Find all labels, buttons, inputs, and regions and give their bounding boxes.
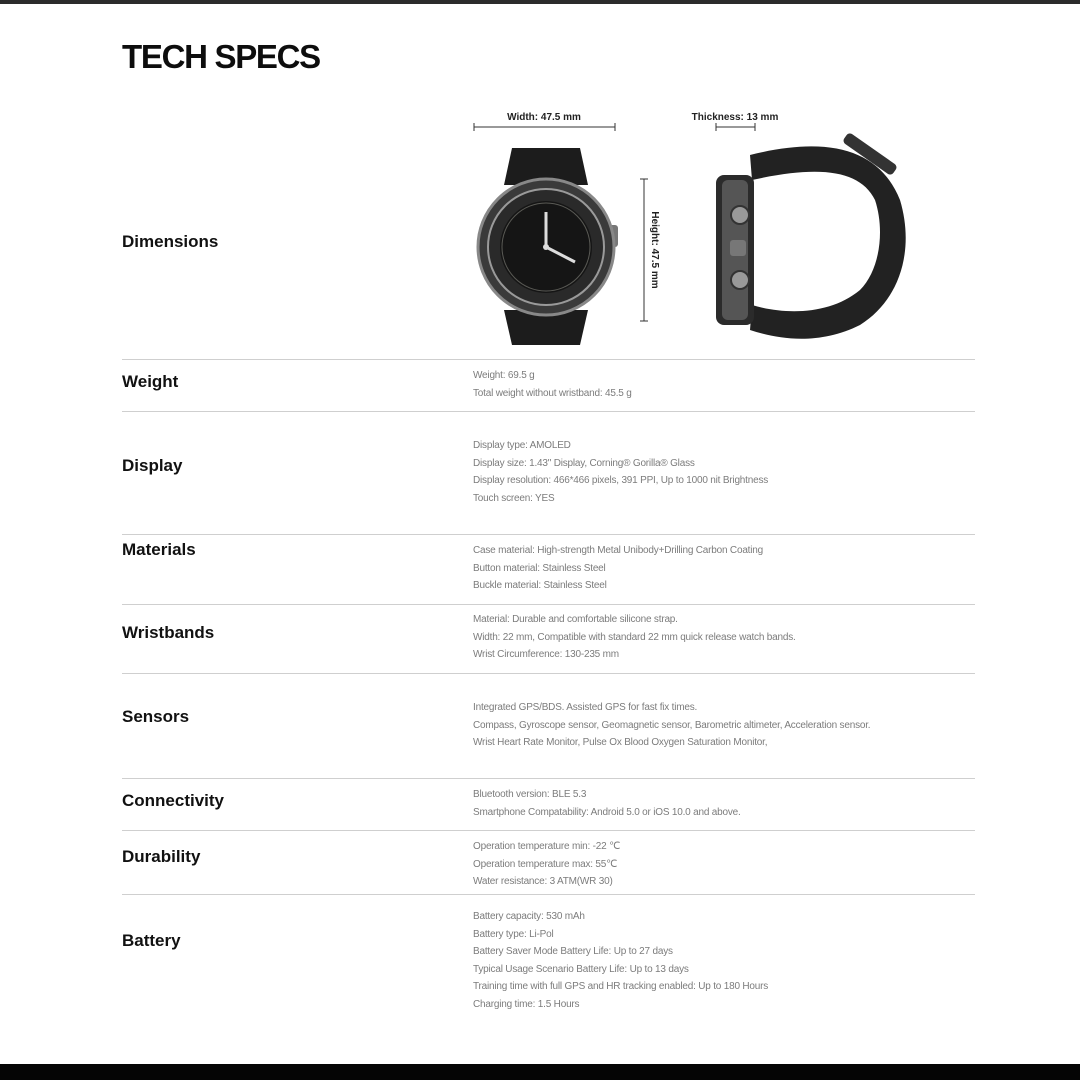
- divider: [122, 359, 975, 360]
- divider: [122, 894, 975, 895]
- spec-values-weight: [473, 367, 632, 402]
- spec-line: Weight: 69.5 g: [473, 370, 535, 381]
- spec-line: Total weight without wristband: 45.5 g: [473, 387, 632, 399]
- spec-values-battery: [473, 908, 768, 1013]
- spec-line: Wrist Circumference: 130-235 mm: [473, 649, 619, 660]
- spec-line: Battery type: Li-Pol: [473, 928, 554, 940]
- spec-line: Operation temperature max: 55℃: [473, 858, 618, 870]
- width-dimension-label: Width: 47.5 mm: [507, 112, 581, 123]
- spec-line: Case material: High-strength Metal Unibody+Drilling Carbon Coating: [473, 545, 763, 556]
- spec-values-sensors: [473, 699, 870, 752]
- spec-values-display: [473, 437, 768, 507]
- spec-values-connectivity: [473, 786, 741, 821]
- spec-label-weight: Weight: [122, 372, 179, 391]
- spec-line: Charging time: 1.5 Hours: [473, 998, 580, 1010]
- spec-line: Training time with full GPS and HR tracking enabled: Up to 180 Hours: [473, 981, 769, 992]
- divider: [122, 830, 975, 831]
- spec-line: Display size: 1.43" Display, Corning® Gorilla® Glass: [473, 457, 695, 469]
- divider: [122, 604, 975, 605]
- spec-line: Buckle material: Stainless Steel: [473, 580, 607, 591]
- spec-line: Display type: AMOLED: [473, 440, 571, 451]
- divider: [122, 778, 975, 779]
- bottom-bar: [0, 1064, 1080, 1080]
- spec-line: Material: Durable and comfortable silicone strap.: [473, 614, 678, 625]
- spec-label-connectivity: Connectivity: [122, 791, 225, 810]
- spec-line: Operation temperature min: -22 ℃: [473, 841, 621, 852]
- divider: [122, 411, 975, 412]
- spec-line: Bluetooth version: BLE 5.3: [473, 789, 587, 800]
- spec-values-wristbands: [473, 611, 796, 664]
- spec-line: Compass, Gyroscope sensor, Geomagnetic sensor, Barometric altimeter, Acceleration sensor.: [473, 719, 871, 731]
- spec-line: Integrated GPS/BDS. Assisted GPS for fast fix times.: [473, 702, 698, 713]
- spec-values-materials: [473, 542, 763, 595]
- divider: [122, 673, 975, 674]
- spec-label-materials: Materials: [122, 540, 196, 559]
- spec-label-battery: Battery: [122, 931, 181, 950]
- spec-line: Smartphone Compatability: Android 5.0 or iOS 10.0 and above.: [473, 806, 741, 818]
- spec-line: Display resolution: 466*466 pixels, 391 PPI, Up to 1000 nit Brightness: [473, 475, 769, 486]
- spec-label-dimensions: Dimensions: [122, 232, 219, 251]
- spec-line: Water resistance: 3 ATM(WR 30): [473, 876, 613, 887]
- spec-label-wristbands: Wristbands: [122, 623, 215, 642]
- spec-values-durability: [473, 838, 620, 891]
- thickness-dimension-label: Thickness: 13 mm: [691, 112, 779, 123]
- spec-line: Typical Usage Scenario Battery Life: Up to 13 days: [473, 963, 689, 975]
- divider: [122, 534, 975, 535]
- spec-line: Battery capacity: 530 mAh: [473, 911, 585, 922]
- watch-dimensions-figure: [0, 0, 1080, 360]
- spec-line: Battery Saver Mode Battery Life: Up to 27 days: [473, 946, 673, 957]
- watch-front-image: [478, 148, 618, 345]
- spec-line: Button material: Stainless Steel: [473, 562, 606, 574]
- page-title: TECH SPECS: [122, 38, 320, 75]
- spec-line: Width: 22 mm, Compatible with standard 22 mm quick release watch bands.: [473, 631, 796, 643]
- height-dimension-label: Height: 47.5 mm: [649, 211, 660, 289]
- spec-line: Wrist Heart Rate Monitor, Pulse Ox Blood Oxygen Saturation Monitor,: [473, 737, 768, 748]
- spec-label-sensors: Sensors: [122, 707, 190, 726]
- spec-label-display: Display: [122, 456, 183, 475]
- spec-label-durability: Durability: [122, 847, 201, 866]
- spec-line: Touch screen: YES: [473, 492, 555, 504]
- watch-side-image: [716, 132, 906, 339]
